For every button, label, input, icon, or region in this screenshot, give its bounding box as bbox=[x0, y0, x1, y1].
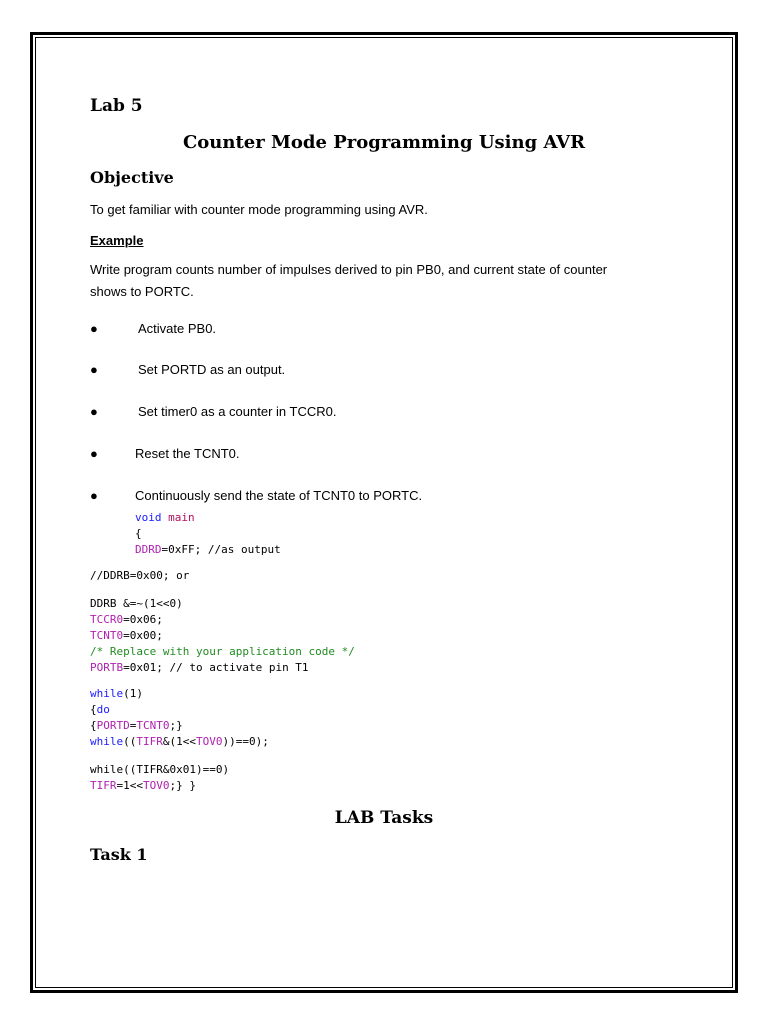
objective-heading: Objective bbox=[90, 168, 174, 187]
code-line: DDRB &=~(1<<0) bbox=[90, 597, 183, 610]
step-item: Set timer0 as a counter in TCCR0. bbox=[138, 404, 337, 419]
code-text: = bbox=[129, 719, 137, 732]
code-register: TIFR bbox=[136, 735, 163, 748]
code-register: TOV0 bbox=[143, 779, 170, 792]
code-text: (( bbox=[123, 735, 137, 748]
bullet-icon: ● bbox=[90, 362, 98, 377]
code-text: =0x06; bbox=[123, 613, 163, 626]
code-line: while((TIFR&0x01)==0) bbox=[90, 763, 230, 776]
code-line bbox=[90, 686, 143, 702]
code-keyword: void bbox=[135, 511, 162, 524]
code-text: { bbox=[90, 703, 97, 716]
code-comment: /* Replace with your application code */ bbox=[90, 645, 355, 658]
bullet-icon: ● bbox=[90, 321, 98, 336]
step-item: Set PORTD as an output. bbox=[138, 362, 286, 377]
code-line bbox=[90, 612, 163, 628]
code-line: { bbox=[135, 527, 142, 540]
code-text: ))==0); bbox=[222, 735, 269, 748]
code-line bbox=[135, 542, 281, 558]
code-text: ;} bbox=[169, 719, 183, 732]
page-title: Counter Mode Programming Using AVR bbox=[182, 132, 586, 153]
code-keyword: while bbox=[90, 687, 124, 700]
step-item: Reset the TCNT0. bbox=[135, 446, 240, 461]
code-function: main bbox=[168, 511, 195, 524]
example-text-line1: Write program counts number of impulses derived to pin PB0, and current state of counter bbox=[90, 262, 608, 277]
code-keyword: while bbox=[90, 735, 124, 748]
task-heading: Task 1 bbox=[90, 845, 148, 864]
code-line bbox=[90, 628, 163, 644]
code-register: TCCR0 bbox=[90, 613, 124, 626]
code-text: =1<< bbox=[116, 779, 143, 792]
code-text: =0x00; bbox=[123, 629, 163, 642]
code-line bbox=[90, 702, 110, 718]
bullet-icon: ● bbox=[90, 404, 98, 419]
objective-text: To get familiar with counter mode programming using AVR. bbox=[90, 202, 428, 217]
code-register: TCNT0 bbox=[136, 719, 170, 732]
bullet-icon: ● bbox=[90, 488, 98, 503]
code-text: &(1<< bbox=[162, 735, 196, 748]
code-text: ;} } bbox=[169, 779, 196, 792]
code-line bbox=[90, 718, 183, 734]
code-register: PORTD bbox=[96, 719, 130, 732]
code-register: TIFR bbox=[90, 779, 117, 792]
code-line bbox=[90, 778, 196, 794]
step-item: Continuously send the state of TCNT0 to PORTC. bbox=[135, 488, 423, 503]
code-keyword: do bbox=[96, 703, 110, 716]
code-text: (1) bbox=[123, 687, 143, 700]
code-line: //DDRB=0x00; or bbox=[90, 569, 190, 582]
code-line bbox=[135, 510, 195, 526]
code-line bbox=[90, 734, 269, 750]
code-register: TCNT0 bbox=[90, 629, 124, 642]
code-register: DDRD bbox=[135, 543, 162, 556]
lab-number: Lab 5 bbox=[90, 96, 143, 116]
code-register: TOV0 bbox=[196, 735, 223, 748]
code-text: =0xFF; //as output bbox=[161, 543, 281, 556]
example-text-line2: shows to PORTC. bbox=[90, 284, 194, 299]
step-item: Activate PB0. bbox=[138, 321, 217, 336]
lab-tasks-heading: LAB Tasks bbox=[334, 808, 434, 828]
code-register: PORTB bbox=[90, 661, 124, 674]
code-text: { bbox=[90, 719, 97, 732]
example-label: Example bbox=[90, 233, 144, 248]
code-text: =0x01; // to activate pin T1 bbox=[123, 661, 309, 674]
code-line bbox=[90, 660, 309, 676]
bullet-icon: ● bbox=[90, 446, 98, 461]
